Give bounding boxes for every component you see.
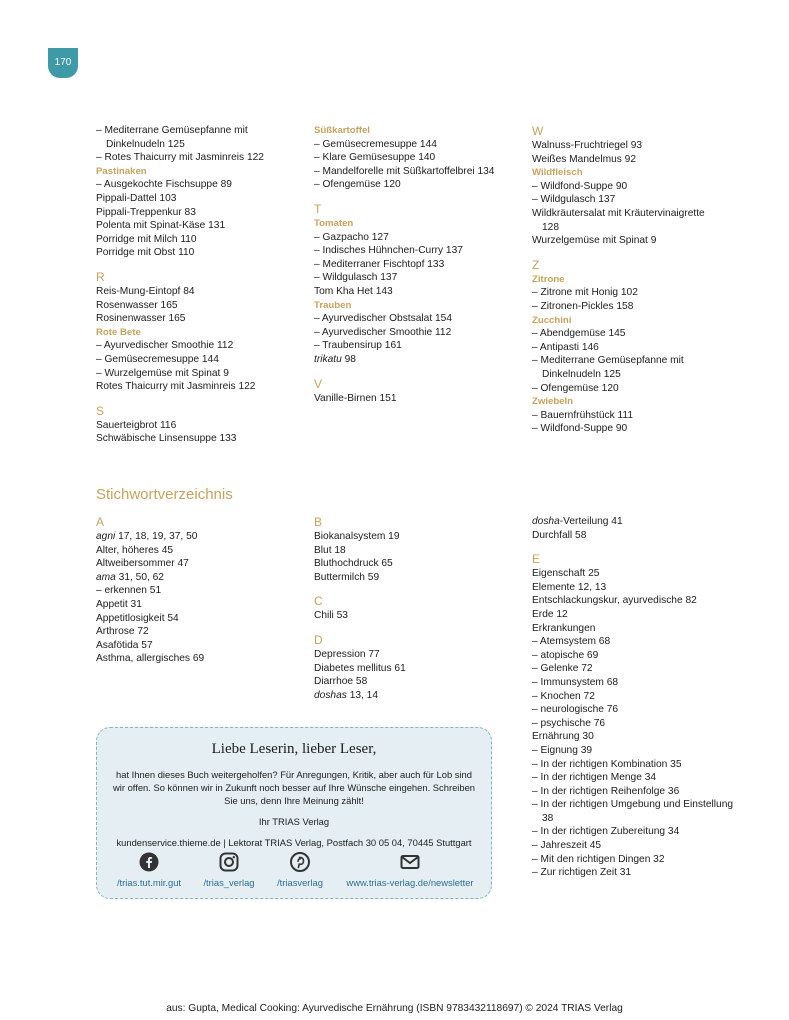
feedback-title: Liebe Leserin, lieber Leser, <box>211 741 377 757</box>
index-subheading: Pastinaken <box>96 165 147 177</box>
mail-icon <box>400 852 420 872</box>
index-subheading: Zucchini <box>532 314 572 326</box>
index-subentry: – Wildfond-Suppe 90 <box>532 180 628 192</box>
index-subentry: – Ausgekochte Fischsuppe 89 <box>96 179 232 191</box>
index-subentry: – Ayurvedischer Smoothie 112 <box>96 340 234 352</box>
section-title: Stichwortverzeichnis <box>96 486 233 503</box>
index-subentry: – neurologische 76 <box>532 704 619 716</box>
social-facebook[interactable] <box>113 852 185 890</box>
index-subentry: – Ayurvedischer Smoothie 112 <box>314 326 452 338</box>
index-entry: Diabetes mellitus 61 <box>314 662 406 674</box>
index-subentry: – Wurzelgemüse mit Spinat 9 <box>96 367 229 379</box>
index-entry: Asafötida 57 <box>96 639 153 651</box>
index-subentry: – In der richtigen Kombination 35 <box>532 758 682 770</box>
index-subentry: – Gelenke 72 <box>532 663 593 675</box>
feedback-signature: Ihr TRIAS Verlag <box>258 816 330 827</box>
index-entry: trikatu 98 <box>314 353 356 365</box>
index-entry: ama 31, 50, 62 <box>96 571 164 583</box>
index-entry: Pippali-Dattel 103 <box>96 192 177 204</box>
index-subentry: – Mediterraner Fischtopf 133 <box>314 258 445 270</box>
social-label: /triasverlag <box>277 877 323 888</box>
index-entry: Depression 77 <box>314 648 380 660</box>
index-subentry: – In der richtigen Reihenfolge 36 <box>532 785 680 797</box>
index-subentry: – Klare Gemüsesuppe 140 <box>314 152 436 164</box>
index-subentry: – Wildgulasch 137 <box>314 272 398 284</box>
index-entry: Entschlackungskur, ayurvedische 82 <box>532 595 697 607</box>
index-entry: Rosenwasser 165 <box>96 299 178 311</box>
index-letter-heading: T <box>314 201 322 216</box>
index-entry: Chili 53 <box>314 610 348 622</box>
index-entry: Arthrose 72 <box>96 626 149 638</box>
source-footer: aus: Gupta, Medical Cooking: Ayurvedische Ernährung (ISBN 9783432118697) © 2024 TRIAS Verlag <box>166 1003 623 1014</box>
index-subentry: – Wildfond-Suppe 90 <box>532 423 628 435</box>
recipe-index-column-3 <box>532 124 742 436</box>
index-subentry: – Atemsystem 68 <box>532 636 611 648</box>
index-letter-heading: B <box>314 515 323 529</box>
index-subentry: – Bauernfrühstück 111 <box>532 409 633 421</box>
index-subentry: – Wildgulasch 137 <box>532 194 616 206</box>
index-subentry: – Eignung 39 <box>532 744 593 756</box>
index-subentry: – Jahreszeit 45 <box>532 840 602 852</box>
index-entry: Wildkräutersalat mit Kräutervinaigrette <box>532 207 705 219</box>
feedback-contact: kundenservice.thieme.de | Lektorat TRIAS Verlag, Postfach 30 05 04, 70445 Stuttgart <box>116 836 472 848</box>
reader-feedback-box <box>96 727 492 899</box>
keyword-index-column-2 <box>314 515 524 702</box>
index-subentry: – Zur richtigen Zeit 31 <box>532 867 632 879</box>
index-entry: Porridge mit Obst 110 <box>96 247 195 259</box>
index-subentry: – Traubensirup 161 <box>314 340 402 352</box>
index-subheading: Süßkartoffel <box>314 125 370 136</box>
index-subentry: – Zitronen-Pickles 158 <box>532 300 634 312</box>
index-subheading: Zwiebeln <box>532 396 574 408</box>
index-subentry: – psychische 76 <box>532 717 606 729</box>
social-newsletter[interactable] <box>337 852 483 890</box>
index-letter-heading: R <box>96 269 105 284</box>
index-entry: Altweibersommer 47 <box>96 558 189 570</box>
index-entry: Vanille-Birnen 151 <box>314 392 397 404</box>
index-entry: doshas 13, 14 <box>314 689 379 701</box>
index-subheading: Wildfleisch <box>532 167 583 179</box>
index-subentry: – Indisches Hühnchen-Curry 137 <box>314 245 463 257</box>
social-instagram[interactable] <box>197 852 261 890</box>
index-subentry: – Mediterrane Gemüsepfanne mit Dinkelnudeln 125 <box>532 355 684 380</box>
index-entry: Elemente 12, 13 <box>532 581 607 593</box>
index-entry: Walnuss-Fruchtriegel 93 <box>532 140 643 151</box>
index-letter-heading: C <box>314 594 323 609</box>
index-letter-heading: Z <box>532 257 540 272</box>
index-subentry: – Ofengemüse 120 <box>314 179 401 191</box>
index-entry: Schwäbische Linsensuppe 133 <box>96 433 237 445</box>
index-entry: Alter, höheres 45 <box>96 544 174 556</box>
recipe-index-column-2 <box>314 124 524 405</box>
index-subentry: – Zitrone mit Honig 102 <box>532 287 638 299</box>
index-entry: Wurzelgemüse mit Spinat 9 <box>532 235 657 247</box>
index-subentry: – In der richtigen Menge 34 <box>532 772 657 784</box>
index-letter-heading: V <box>314 376 323 391</box>
index-entry: Porridge mit Milch 110 <box>96 233 197 245</box>
index-entry-continuation: 128 <box>542 221 559 233</box>
index-entry: Bluthochdruck 65 <box>314 558 393 570</box>
index-subentry: – Ayurvedischer Obstsalat 154 <box>314 313 452 325</box>
index-subentry: – In der richtigen Umgebung und Einstellung 38 <box>532 799 734 824</box>
index-subheading: Rote Bete <box>96 326 141 338</box>
pinterest-icon <box>290 852 310 872</box>
keyword-index-column-3 <box>532 515 742 880</box>
index-entry: Ernährung 30 <box>532 731 594 743</box>
index-subentry: – atopische 69 <box>532 649 599 661</box>
index-entry: Buttermilch 59 <box>314 571 380 583</box>
index-entry: Asthma, allergisches 69 <box>96 653 205 665</box>
index-entry: Eigenschaft 25 <box>532 568 600 580</box>
index-entry: Appetit 31 <box>96 598 142 610</box>
index-subentry: – Rotes Thaicurry mit Jasminreis 122 <box>96 152 264 164</box>
index-subentry: – Gemüsecremesuppe 144 <box>314 138 437 150</box>
index-subentry: – erkennen 51 <box>96 585 162 597</box>
facebook-icon <box>139 852 159 872</box>
index-subentry: – Knochen 72 <box>532 690 595 702</box>
index-letter-heading: D <box>314 632 323 647</box>
keyword-index-column-1 <box>96 515 306 666</box>
index-entry: Rotes Thaicurry mit Jasminreis 122 <box>96 381 256 393</box>
index-entry: dosha-Verteilung 41 <box>532 516 623 527</box>
index-entry: Blut 18 <box>314 544 346 556</box>
recipe-index-column-1 <box>96 124 306 446</box>
index-entry: Polenta mit Spinat-Käse 131 <box>96 220 226 232</box>
index-entry: Weißes Mandelmus 92 <box>532 153 636 165</box>
index-subentry: – Gazpacho 127 <box>314 231 389 243</box>
index-subentry: – Mit den richtigen Dingen 32 <box>532 853 665 865</box>
index-entry: Erde 12 <box>532 608 568 620</box>
index-subentry: – Antipasti 146 <box>532 341 599 353</box>
social-label: /trias_verlag <box>203 877 255 888</box>
index-subentry: – Immunsystem 68 <box>532 676 619 688</box>
index-entry: Appetitlosigkeit 54 <box>96 612 179 624</box>
index-subentry: – Mediterrane Gemüsepfanne mit Dinkelnudeln 125 <box>96 125 248 150</box>
index-letter-heading: E <box>532 552 541 567</box>
index-letter-heading: S <box>96 403 105 418</box>
index-entry: Reis-Mung-Eintopf 84 <box>96 285 195 297</box>
index-subheading: Trauben <box>314 299 352 311</box>
index-entry: agni 17, 18, 19, 37, 50 <box>96 531 198 542</box>
index-subentry: – Ofengemüse 120 <box>532 382 619 394</box>
index-letter-heading: A <box>96 515 105 529</box>
index-entry: Pippali-Treppenkur 83 <box>96 206 196 218</box>
social-pinterest[interactable] <box>267 852 333 890</box>
instagram-icon <box>219 852 239 872</box>
social-label: www.trias-verlag.de/newsletter <box>346 877 474 888</box>
index-subentry: – Mandelforelle mit Süßkartoffelbrei 134 <box>314 165 495 177</box>
index-entry: Sauerteigbrot 116 <box>96 419 177 431</box>
index-subheading: Zitrone <box>532 273 565 285</box>
index-entry: Biokanalsystem 19 <box>314 531 400 542</box>
index-subentry: – Gemüsecremesuppe 144 <box>96 353 219 365</box>
index-entry: Diarrhoe 58 <box>314 676 368 688</box>
index-subentry: – Abendgemüse 145 <box>532 328 626 340</box>
index-entry: Durchfall 58 <box>532 529 587 541</box>
index-subheading: Tomaten <box>314 217 354 229</box>
feedback-body: hat Ihnen dieses Buch weitergeholfen? Für Anregungen, Kritik, aber auch für Lob sind wir offen. So können wir in Zukunft noch besser auf Ihre Wünsche eingehen. Schreiben Sie uns, denn Ihre Meinung zählt! <box>112 769 476 806</box>
index-entry: Rosinenwasser 165 <box>96 313 186 325</box>
page-number: 170 <box>48 48 78 78</box>
index-entry: Erkrankungen <box>532 622 596 634</box>
index-subentry: – In der richtigen Zubereitung 34 <box>532 826 680 838</box>
index-entry: Tom Kha Het 143 <box>314 285 393 297</box>
social-label: /trias.tut.mir.gut <box>116 877 182 888</box>
index-letter-heading: W <box>532 124 544 138</box>
social-links <box>97 852 491 892</box>
